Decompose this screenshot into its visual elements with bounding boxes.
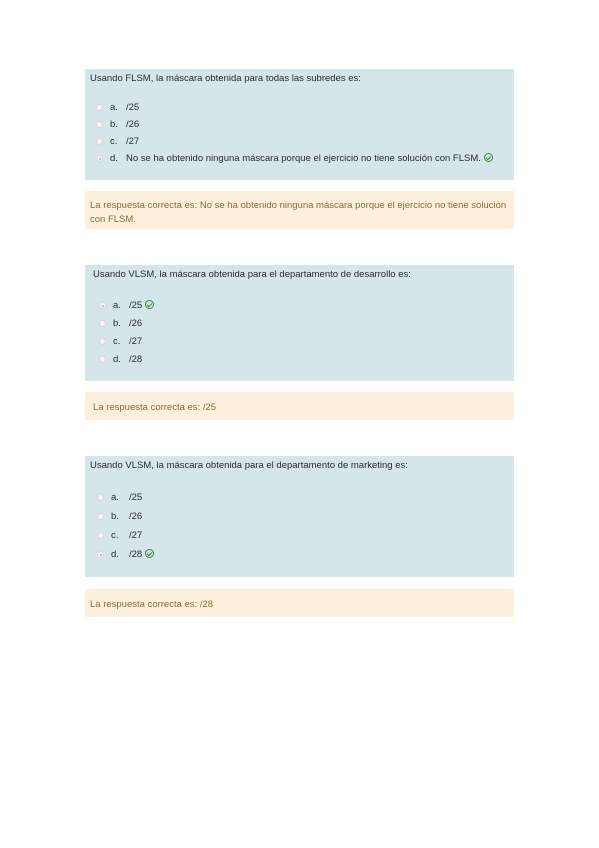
option-text: /28 xyxy=(129,549,143,560)
feedback-2-line-1: La respuesta correcta es: /25 xyxy=(93,402,217,413)
option-letter: a. xyxy=(111,492,119,503)
radio-icon[interactable] xyxy=(99,320,106,327)
radio-icon[interactable] xyxy=(99,302,106,309)
option-letter: b. xyxy=(110,119,118,130)
radio-icon[interactable] xyxy=(99,356,106,363)
option-text-wrap xyxy=(129,549,154,560)
feedback-1-line-1: La respuesta correcta es: No se ha obtenido ninguna máscara porque el ejercicio no tiene solución xyxy=(90,200,507,211)
option-text: /25 xyxy=(126,102,140,113)
radio-icon[interactable] xyxy=(97,551,104,558)
feedback-2 xyxy=(85,392,514,420)
option-text: /27 xyxy=(129,336,143,347)
option-text: /28 xyxy=(129,354,143,365)
question-3 xyxy=(85,456,514,577)
question-3-text: Usando VLSM, la máscara obtenida para el departamento de marketing es: xyxy=(90,460,408,471)
option-text: /27 xyxy=(126,136,140,147)
radio-icon[interactable] xyxy=(96,138,103,145)
option-letter: b. xyxy=(113,318,121,329)
radio-icon[interactable] xyxy=(96,155,103,162)
radio-icon[interactable] xyxy=(96,104,103,111)
option-text: /26 xyxy=(129,511,143,522)
question-1 xyxy=(85,69,514,180)
question-2-text: Usando VLSM, la máscara obtenida para el departamento de desarrollo es: xyxy=(93,269,411,280)
option-text: /26 xyxy=(129,318,143,329)
check-circle-icon xyxy=(145,549,154,558)
option-letter: c. xyxy=(113,336,121,347)
option-text: No se ha obtenido ninguna máscara porque el ejercicio no tiene solución con FLSM. xyxy=(126,153,481,164)
question-1-text: Usando FLSM, la máscara obtenida para todas las subredes es: xyxy=(90,73,361,84)
option-letter: d. xyxy=(110,153,118,164)
option-letter: b. xyxy=(111,511,119,522)
option-letter: c. xyxy=(110,136,118,147)
check-circle-icon xyxy=(145,300,154,309)
option-letter: d. xyxy=(113,354,121,365)
radio-icon[interactable] xyxy=(99,338,106,345)
feedback-3-line-1: La respuesta correcta es: /28 xyxy=(90,599,214,610)
feedback-1-line-2: con FLSM. xyxy=(90,214,136,225)
option-text-wrap xyxy=(129,300,154,311)
option-text: /25 xyxy=(129,492,143,503)
option-text-wrap xyxy=(126,153,493,164)
option-letter: a. xyxy=(110,102,118,113)
option-text: /27 xyxy=(129,530,143,541)
check-circle-icon xyxy=(484,153,493,162)
option-text: /25 xyxy=(129,300,143,311)
option-letter: d. xyxy=(111,549,119,560)
radio-icon[interactable] xyxy=(96,121,103,128)
option-letter: a. xyxy=(113,300,121,311)
question-2 xyxy=(85,265,514,381)
option-letter: c. xyxy=(111,530,119,541)
radio-icon[interactable] xyxy=(97,532,104,539)
feedback-1 xyxy=(85,191,514,229)
option-text: /26 xyxy=(126,119,140,130)
radio-icon[interactable] xyxy=(97,494,104,501)
radio-icon[interactable] xyxy=(97,513,104,520)
feedback-3 xyxy=(85,589,514,617)
